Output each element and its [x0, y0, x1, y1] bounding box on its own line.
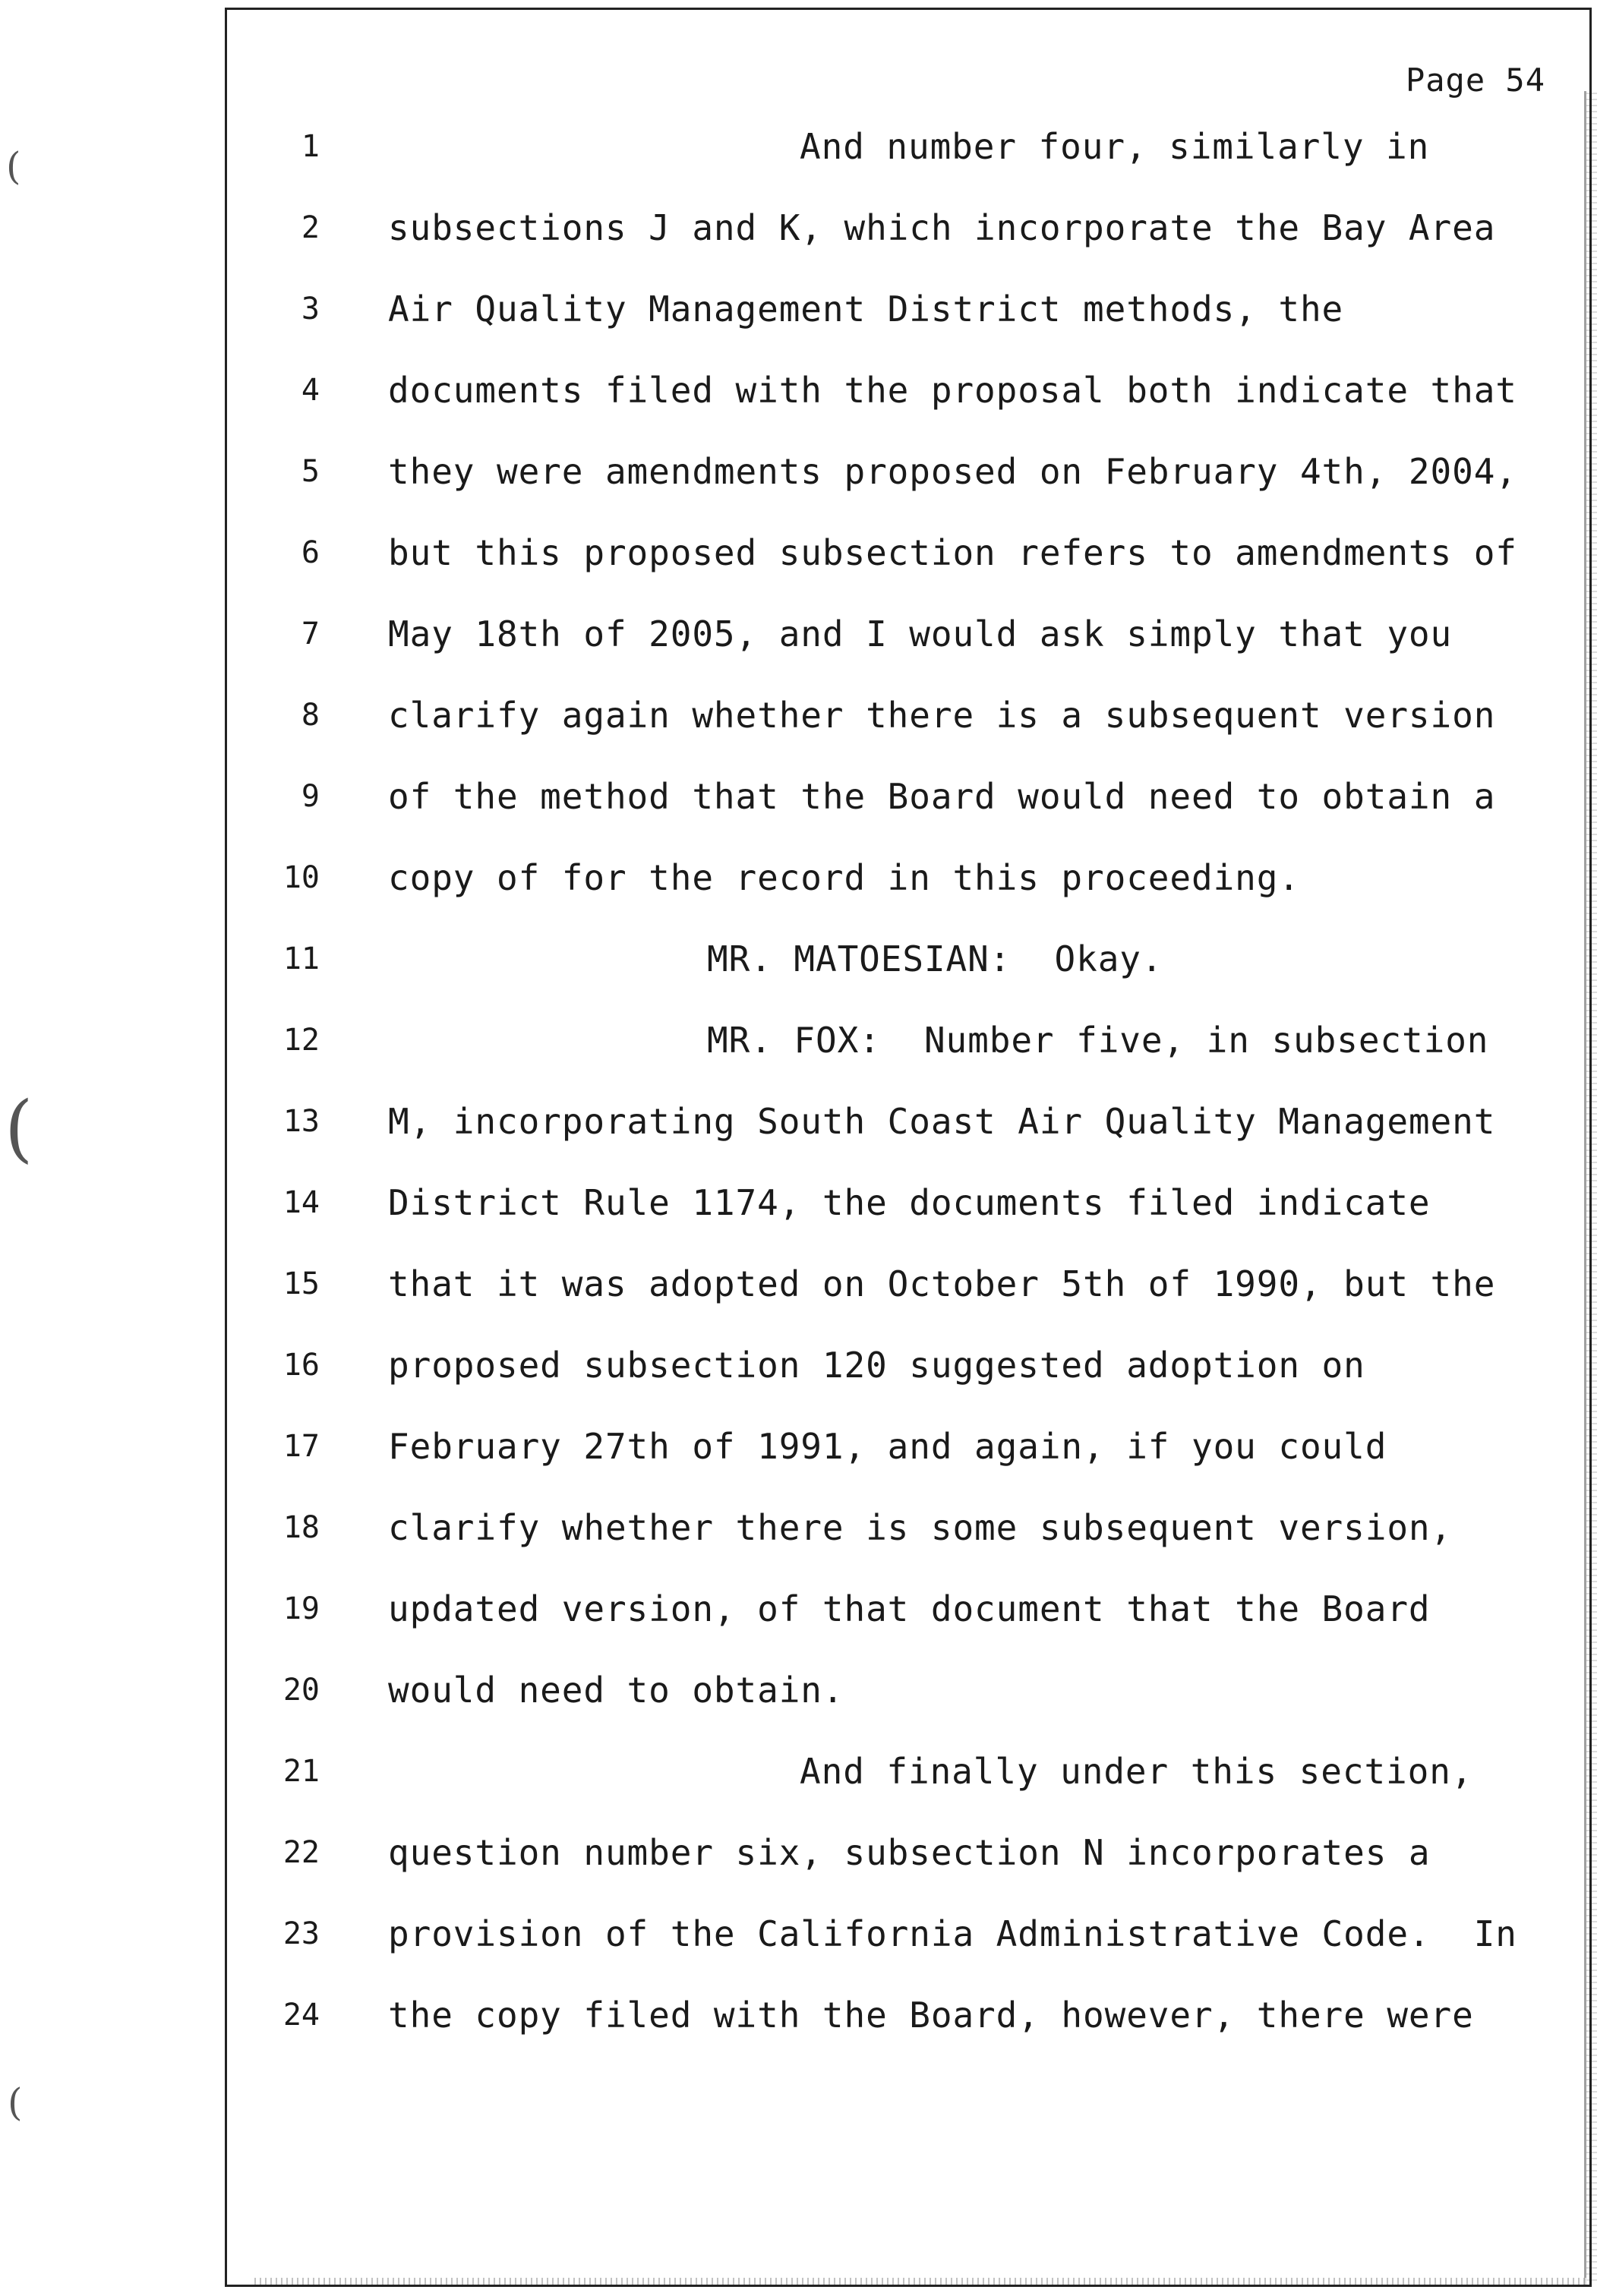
line-number: 6: [301, 535, 320, 570]
line-text: but this proposed subsection refers to amendments of: [388, 532, 1517, 573]
transcript-page: [225, 8, 1592, 2287]
line-text: that it was adopted on October 5th of 1990, but the: [388, 1263, 1496, 1304]
line-number: 23: [282, 1916, 320, 1951]
margin-bracket-top: (: [6, 144, 21, 188]
transcript-line-11: [227, 936, 1594, 982]
transcript-line-9: [227, 774, 1594, 819]
line-text: February 27th of 1991, and again, if you could: [388, 1426, 1387, 1467]
margin-bracket-bottom: (: [8, 2080, 23, 2124]
line-text: subsections J and K, which incorporate the Bay Area: [388, 207, 1496, 248]
line-number: 24: [282, 1998, 320, 2033]
line-number: 12: [282, 1023, 320, 1058]
line-number: 5: [301, 454, 320, 489]
line-number: 7: [301, 617, 320, 651]
transcript-line-1: [227, 124, 1594, 169]
line-text: And finally under this section,: [800, 1751, 1473, 1792]
transcript-line-4: [227, 367, 1594, 413]
line-text: question number six, subsection N incorporates a: [388, 1832, 1431, 1873]
transcript-line-2: [227, 205, 1594, 251]
line-text: MR. FOX: Number five, in subsection: [707, 1020, 1489, 1061]
transcript-line-13: [227, 1099, 1594, 1144]
line-number: 21: [282, 1754, 320, 1789]
line-number: 16: [282, 1348, 320, 1383]
line-number: 19: [282, 1591, 320, 1626]
line-text: proposed subsection 120 suggested adoption on: [388, 1345, 1365, 1386]
transcript-line-22: [227, 1830, 1594, 1875]
line-text: May 18th of 2005, and I would ask simply that you: [388, 613, 1453, 654]
line-text: MR. MATOESIAN: Okay.: [707, 938, 1163, 979]
line-number: 3: [301, 292, 320, 326]
line-text: provision of the California Administrative Code. In: [388, 1913, 1517, 1954]
transcript-line-15: [227, 1261, 1594, 1307]
transcript-line-12: [227, 1017, 1594, 1063]
line-text: Air Quality Management District methods, the: [388, 289, 1344, 330]
transcript-line-20: [227, 1667, 1594, 1713]
line-number: 15: [282, 1266, 320, 1301]
transcript-line-19: [227, 1586, 1594, 1632]
line-number: 18: [282, 1510, 320, 1545]
transcript-line-8: [227, 692, 1594, 738]
transcript-line-10: [227, 855, 1594, 900]
line-text: M, incorporating South Coast Air Quality Management: [388, 1101, 1496, 1142]
line-text: clarify again whether there is a subsequent version: [388, 695, 1496, 736]
line-text: And number four, similarly in: [800, 126, 1430, 167]
line-number: 2: [301, 210, 320, 245]
line-text: District Rule 1174, the documents filed indicate: [388, 1182, 1431, 1223]
line-number: 13: [282, 1104, 320, 1139]
transcript-line-23: [227, 1911, 1594, 1957]
transcript-line-7: [227, 611, 1594, 657]
line-number: 14: [282, 1185, 320, 1220]
line-text: updated version, of that document that the Board: [388, 1588, 1431, 1629]
line-number: 22: [282, 1835, 320, 1870]
line-number: 4: [301, 373, 320, 408]
line-text: documents filed with the proposal both indicate that: [388, 370, 1517, 411]
line-number: 11: [282, 941, 320, 976]
line-text: would need to obtain.: [388, 1670, 844, 1711]
page-number: Page 54: [1405, 62, 1545, 99]
line-number: 9: [301, 779, 320, 814]
transcript-line-21: [227, 1749, 1594, 1794]
transcript-line-16: [227, 1342, 1594, 1388]
line-text: they were amendments proposed on February 4th, 2004,: [388, 451, 1517, 492]
line-number: 8: [301, 698, 320, 733]
line-text: of the method that the Board would need to obtain a: [388, 776, 1496, 817]
transcript-line-5: [227, 449, 1594, 494]
margin-bracket-middle: (: [5, 1086, 33, 1171]
line-number: 1: [301, 129, 320, 164]
line-text: copy of for the record in this proceeding.: [388, 857, 1300, 898]
transcript-line-14: [227, 1180, 1594, 1225]
transcript-line-18: [227, 1505, 1594, 1550]
line-text: the copy filed with the Board, however, there were: [388, 1995, 1474, 2036]
line-number: 20: [282, 1673, 320, 1708]
transcript-line-24: [227, 1992, 1594, 2038]
transcript-line-6: [227, 530, 1594, 576]
line-number: 10: [282, 860, 320, 895]
transcript-line-3: [227, 286, 1594, 332]
line-text: clarify whether there is some subsequent version,: [388, 1507, 1453, 1548]
transcript-line-17: [227, 1424, 1594, 1469]
line-number: 17: [282, 1429, 320, 1464]
